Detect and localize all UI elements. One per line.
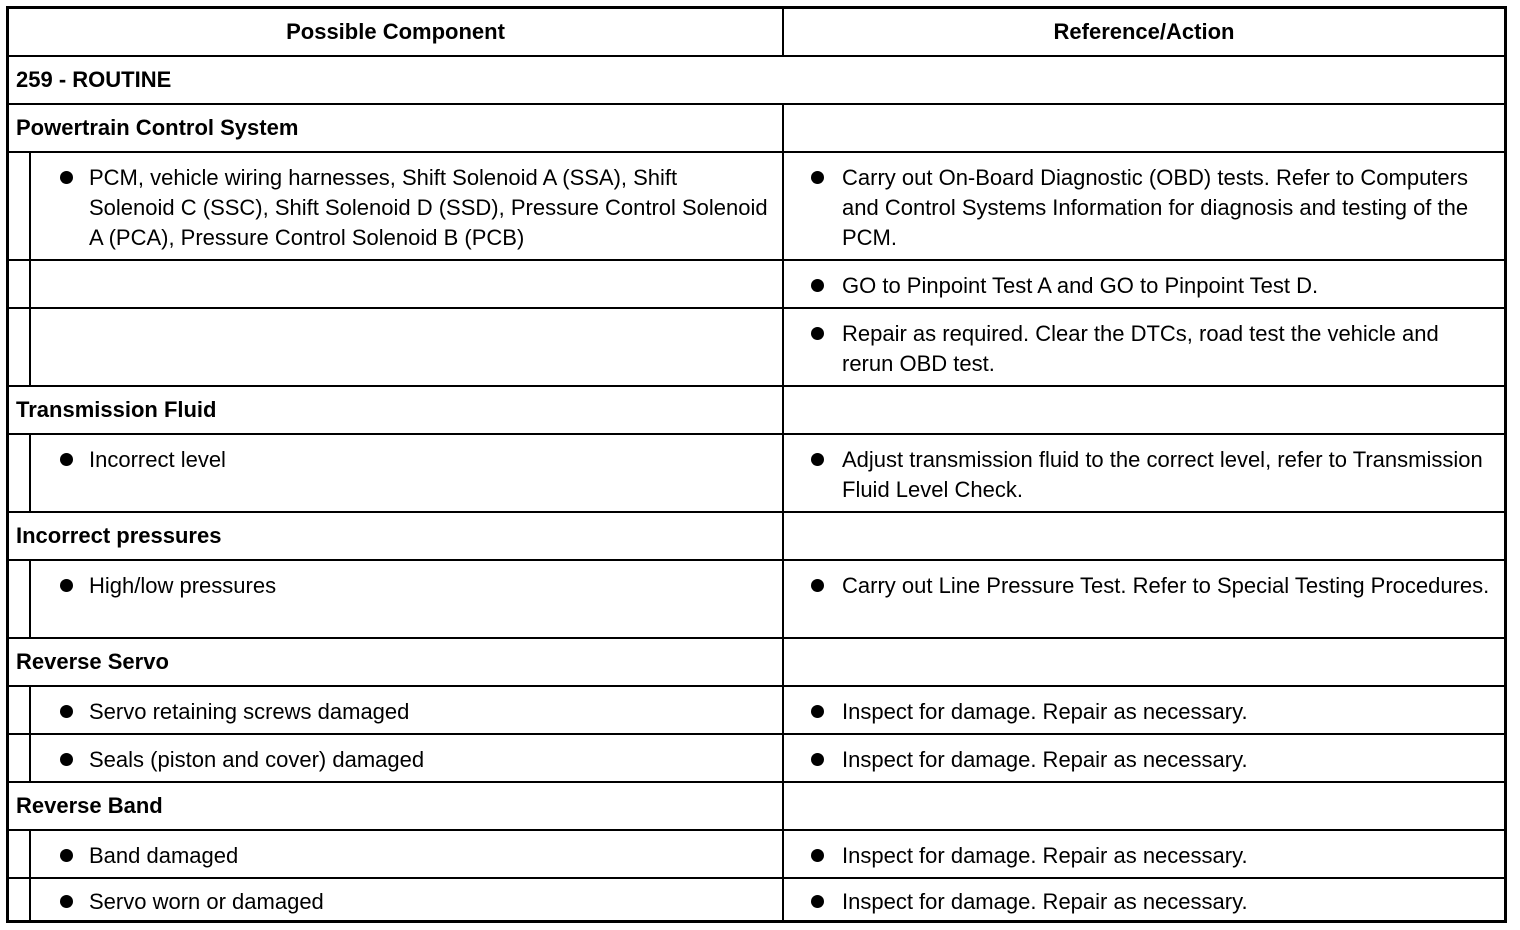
section-action-empty: [784, 783, 1504, 829]
diagnostic-table: [6, 6, 1507, 923]
component-cell: [9, 831, 784, 877]
table-row: [9, 261, 1504, 309]
table-row: [9, 831, 1504, 879]
component-text: PCM, vehicle wiring harnesses, Shift Solenoid A (SSA), Shift Solenoid C (SSC), Shift Solenoid D (SSD), Pressure Control Solenoid A (PCA), Pressure Control Solenoid B (PCB): [89, 165, 768, 250]
component-text: Band damaged: [89, 843, 239, 868]
section-title-servo: Reverse Servo: [9, 639, 784, 685]
table-row: [9, 309, 1504, 387]
bullet-icon: [811, 171, 824, 184]
bullet-icon: [60, 849, 73, 862]
table-row: [9, 153, 1504, 261]
action-cell: [784, 153, 1504, 259]
indent-cell: [9, 435, 31, 511]
indent-cell: [9, 309, 31, 385]
section-action-empty: [784, 513, 1504, 559]
table-row: [9, 687, 1504, 735]
header-possible-component: Possible Component: [9, 9, 784, 55]
indent-cell: [9, 879, 31, 920]
section-action-empty: [784, 387, 1504, 433]
component-text: High/low pressures: [89, 573, 277, 598]
component-text: Servo worn or damaged: [89, 889, 324, 914]
bullet-icon: [811, 895, 824, 908]
table-row: [9, 435, 1504, 513]
bullet-icon: [60, 171, 73, 184]
action-cell: [784, 735, 1504, 781]
routine-title: 259 - ROUTINE: [16, 67, 172, 92]
bullet-icon: [811, 579, 824, 592]
bullet-icon: [811, 327, 824, 340]
section-row-powertrain: [9, 105, 1504, 153]
section-title-fluid: Transmission Fluid: [9, 387, 784, 433]
component-text: Seals (piston and cover) damaged: [89, 747, 425, 772]
bullet-icon: [60, 579, 73, 592]
action-text: Carry out Line Pressure Test. Refer to Special Testing Procedures.: [842, 573, 1490, 598]
header-reference-action: Reference/Action: [1053, 19, 1235, 44]
section-row-band: [9, 783, 1504, 831]
table-row: [9, 735, 1504, 783]
indent-cell: [9, 687, 31, 733]
action-text: Adjust transmission fluid to the correct level, refer to Transmission Fluid Level Check.: [842, 447, 1483, 502]
section-action-empty: [784, 105, 1504, 151]
component-text: Incorrect level: [89, 447, 226, 472]
section-row-pressures: [9, 513, 1504, 561]
indent-cell: [9, 261, 31, 307]
action-text: Repair as required. Clear the DTCs, road test the vehicle and rerun OBD test.: [842, 321, 1439, 376]
component-cell: [9, 261, 784, 307]
action-cell: [784, 879, 1504, 920]
table-row: [9, 561, 1504, 639]
action-text: GO to Pinpoint Test A and GO to Pinpoint Test D.: [842, 273, 1319, 298]
component-cell: [9, 687, 784, 733]
routine-row: [9, 57, 1504, 105]
action-text: Carry out On-Board Diagnostic (OBD) tests. Refer to Computers and Control Systems Information for diagnosis and testing of the PCM.: [842, 165, 1469, 250]
table-row: [9, 879, 1504, 920]
table-header-row: [9, 9, 1504, 57]
action-cell: [784, 309, 1504, 385]
section-title-pressures: Incorrect pressures: [9, 513, 784, 559]
indent-cell: [9, 153, 31, 259]
component-text: Servo retaining screws damaged: [89, 699, 410, 724]
section-action-empty: [784, 639, 1504, 685]
component-cell: [9, 879, 784, 920]
indent-cell: [9, 735, 31, 781]
bullet-icon: [811, 705, 824, 718]
section-row-fluid: [9, 387, 1504, 435]
action-cell: [784, 435, 1504, 511]
section-title-band: Reverse Band: [9, 783, 784, 829]
action-cell: [784, 687, 1504, 733]
bullet-icon: [811, 453, 824, 466]
indent-cell: [9, 561, 31, 637]
component-cell: [9, 435, 784, 511]
action-text: Inspect for damage. Repair as necessary.: [842, 889, 1248, 914]
action-text: Inspect for damage. Repair as necessary.: [842, 843, 1248, 868]
section-row-servo: [9, 639, 1504, 687]
component-cell: [9, 561, 784, 637]
component-cell: [9, 153, 784, 259]
bullet-icon: [811, 753, 824, 766]
action-cell: [784, 831, 1504, 877]
action-text: Inspect for damage. Repair as necessary.: [842, 747, 1248, 772]
action-cell: [784, 261, 1504, 307]
action-cell: [784, 561, 1504, 637]
indent-cell: [9, 831, 31, 877]
component-cell: [9, 309, 784, 385]
bullet-icon: [60, 895, 73, 908]
bullet-icon: [60, 453, 73, 466]
bullet-icon: [60, 705, 73, 718]
bullet-icon: [811, 849, 824, 862]
section-title-powertrain: Powertrain Control System: [9, 105, 784, 151]
bullet-icon: [811, 279, 824, 292]
bullet-icon: [60, 753, 73, 766]
component-cell: [9, 735, 784, 781]
action-text: Inspect for damage. Repair as necessary.: [842, 699, 1248, 724]
